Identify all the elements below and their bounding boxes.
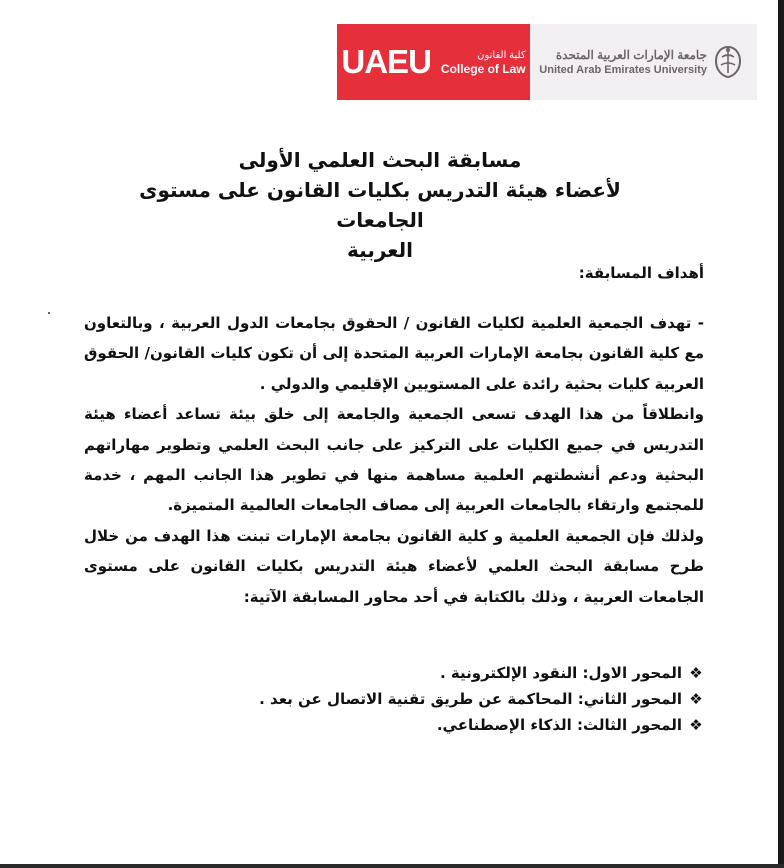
header-logo-banner xyxy=(337,24,757,100)
title-line-2: لأعضاء هيئة التدريس بكليات القانون على مستوى الجامعات xyxy=(139,178,621,232)
college-name xyxy=(441,49,526,76)
axis-text: المحور الثالث: الذكاء الإصطناعي. xyxy=(436,716,682,735)
list-item xyxy=(84,712,704,738)
scan-edge-bottom xyxy=(0,864,784,868)
paragraph-intro: - تهدف الجمعية العلمية لكليات القانون / الحقوق بجامعات الدول العربية ، وبالتعاون مع كلية القانون بجامعة الإمارات العربية المتحدة إلى أن تكون كليات القانون/ الحقوق العربية كليات بحثية رائدة على المستويين الإقليمي والدولي . xyxy=(84,314,704,393)
scan-speck xyxy=(48,312,50,314)
axis-text: المحور الثاني: المحاكمة عن طريق تقنية الاتصال عن بعد . xyxy=(259,690,682,709)
title-line-3: العربية xyxy=(347,238,413,262)
paragraph-environment: وانطلاقاً من هذا الهدف تسعى الجمعية والجامعة إلى خلق بيئة تساعد أعضاء هيئة التدريس في جميع الكليات على التركيز على جانب البحث العلمي وتطوير مهاراتهم البحثية ودعم أنشطتهم العلمية مساهمة منها في تطوير هذا الجانب المهم ، خدمة للمجتمع وارتقاء بالجامعات العربية إلى مصاف الجامعات العالمية المتميزة. xyxy=(84,405,704,515)
university-seal-icon xyxy=(713,45,743,79)
list-item xyxy=(84,660,704,686)
college-of-law-logo xyxy=(337,24,530,100)
axis-text: المحور الاول: النقود الإلكترونية . xyxy=(439,664,682,683)
document-title xyxy=(100,145,660,265)
paragraph-competition: ولذلك فإن الجمعية العلمية و كلية القانون بجامعة الإمارات تبنت هذا الهدف من خلال طرح مسابقة البحث العلمي لأعضاء هيئة التدريس بكليات القانون على مستوى الجامعات العربية ، وذلك بالكتابة في أحد محاور المسابقة الآتية: xyxy=(84,526,704,606)
college-name-ar: كلية القانون xyxy=(477,49,526,61)
college-name-en: College of Law xyxy=(440,61,526,76)
competition-axes-list xyxy=(84,660,704,738)
scan-edge-right xyxy=(778,0,784,868)
title-line-1: مسابقة البحث العلمي الأولى xyxy=(238,148,522,172)
document-body xyxy=(84,260,704,738)
list-item xyxy=(84,686,704,712)
uaeu-wordmark: UAEU xyxy=(341,43,431,80)
university-name-ar: جامعة الإمارات العربية المتحدة xyxy=(555,48,707,62)
university-logo xyxy=(530,24,757,100)
university-name xyxy=(539,47,707,77)
diamond-bullet-icon: ❖ xyxy=(689,716,703,735)
diamond-bullet-icon: ❖ xyxy=(689,690,703,709)
goals-heading: أهداف المسابقة: xyxy=(578,264,704,282)
diamond-bullet-icon: ❖ xyxy=(689,664,703,683)
university-name-en: United Arab Emirates University xyxy=(539,64,707,76)
